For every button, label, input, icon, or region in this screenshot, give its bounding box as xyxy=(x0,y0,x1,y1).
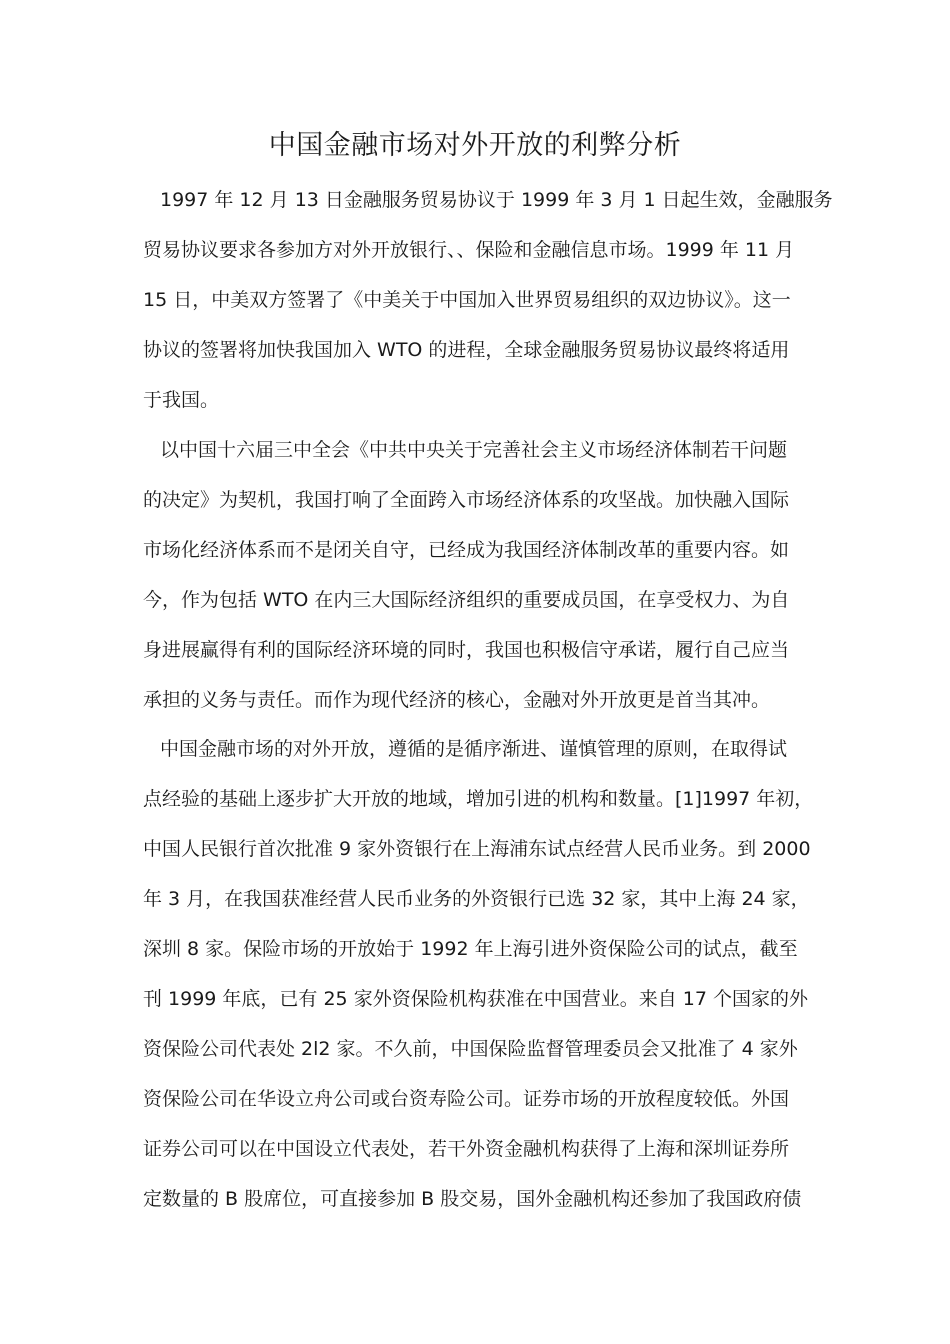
text-line: 1997 年 12 月 13 日金融服务贸易协议于 1999 年 3 月 1 日起生效，金融服务 xyxy=(160,189,833,211)
text-line: 中国金融市场的对外开放，遵循的是循序渐进、谨慎管理的原则，在取得试 xyxy=(160,738,788,760)
text-line: 承担的义务与责任。而作为现代经济的核心，金融对外开放更是首当其冲。 xyxy=(143,689,771,711)
text-line: 市场化经济体系而不是闭关自守，已经成为我国经济体制改革的重要内容。如 xyxy=(143,539,790,561)
text-line: 以中国十六届三中全会《中共中央关于完善社会主义市场经济体制若干问题 xyxy=(160,439,788,461)
text-line: 年 3 月，在我国获准经营人民币业务的外资银行已选 32 家，其中上海 24 家， xyxy=(143,888,810,910)
text-line: 刊 1999 年底，已有 25 家外资保险机构获准在中国营业。来自 17 个国家的外 xyxy=(143,988,808,1010)
text-line: 点经验的基础上逐步扩大开放的地域，增加引进的机构和数量。[1]1997 年初， xyxy=(143,788,814,810)
text-line: 深圳 8 家。保险市场的开放始于 1992 年上海引进外资保险公司的试点，截至 xyxy=(143,938,798,960)
text-line: 证券公司可以在中国设立代表处，若干外资金融机构获得了上海和深圳证券所 xyxy=(143,1138,790,1160)
text-line: 的决定》为契机，我国打响了全面跨入市场经济体系的攻坚战。加快融入国际 xyxy=(143,489,790,511)
text-line: 今，作为包括 WTO 在内三大国际经济组织的重要成员国，在享受权力、为自 xyxy=(143,589,790,611)
paragraph-2 xyxy=(143,425,809,725)
text-line: 于我国。 xyxy=(143,389,220,411)
text-line: 中国人民银行首次批准 9 家外资银行在上海浦东试点经营人民币业务。到 2000 xyxy=(143,838,811,860)
text-line: 资保险公司代表处 2l2 家。不久前，中国保险监督管理委员会又批准了 4 家外 xyxy=(143,1038,798,1060)
text-line: 15 日，中美双方签署了《中美关于中国加入世界贸易组织的双边协议》。这一 xyxy=(143,289,791,311)
paragraph-3 xyxy=(143,724,814,1224)
page-title: 中国金融市场对外开放的利弊分析 xyxy=(268,130,682,161)
text-line: 贸易协议要求各参加方对外开放银行、、保险和金融信息市场。1999 年 11 月 xyxy=(143,239,795,261)
text-line: 定数量的 B 股席位，可直接参加 B 股交易，国外金融机构还参加了我国政府债 xyxy=(143,1188,802,1210)
text-line: 协议的签署将加快我国加入 WTO 的进程，全球金融服务贸易协议最终将适用 xyxy=(143,339,790,361)
text-line: 资保险公司在华设立舟公司或台资寿险公司。证券市场的开放程度较低。外国 xyxy=(143,1088,790,1110)
paragraph-1 xyxy=(143,175,833,425)
text-line: 身进展赢得有利的国际经济环境的同时，我国也积极信守承诺，履行自己应当 xyxy=(143,639,790,661)
